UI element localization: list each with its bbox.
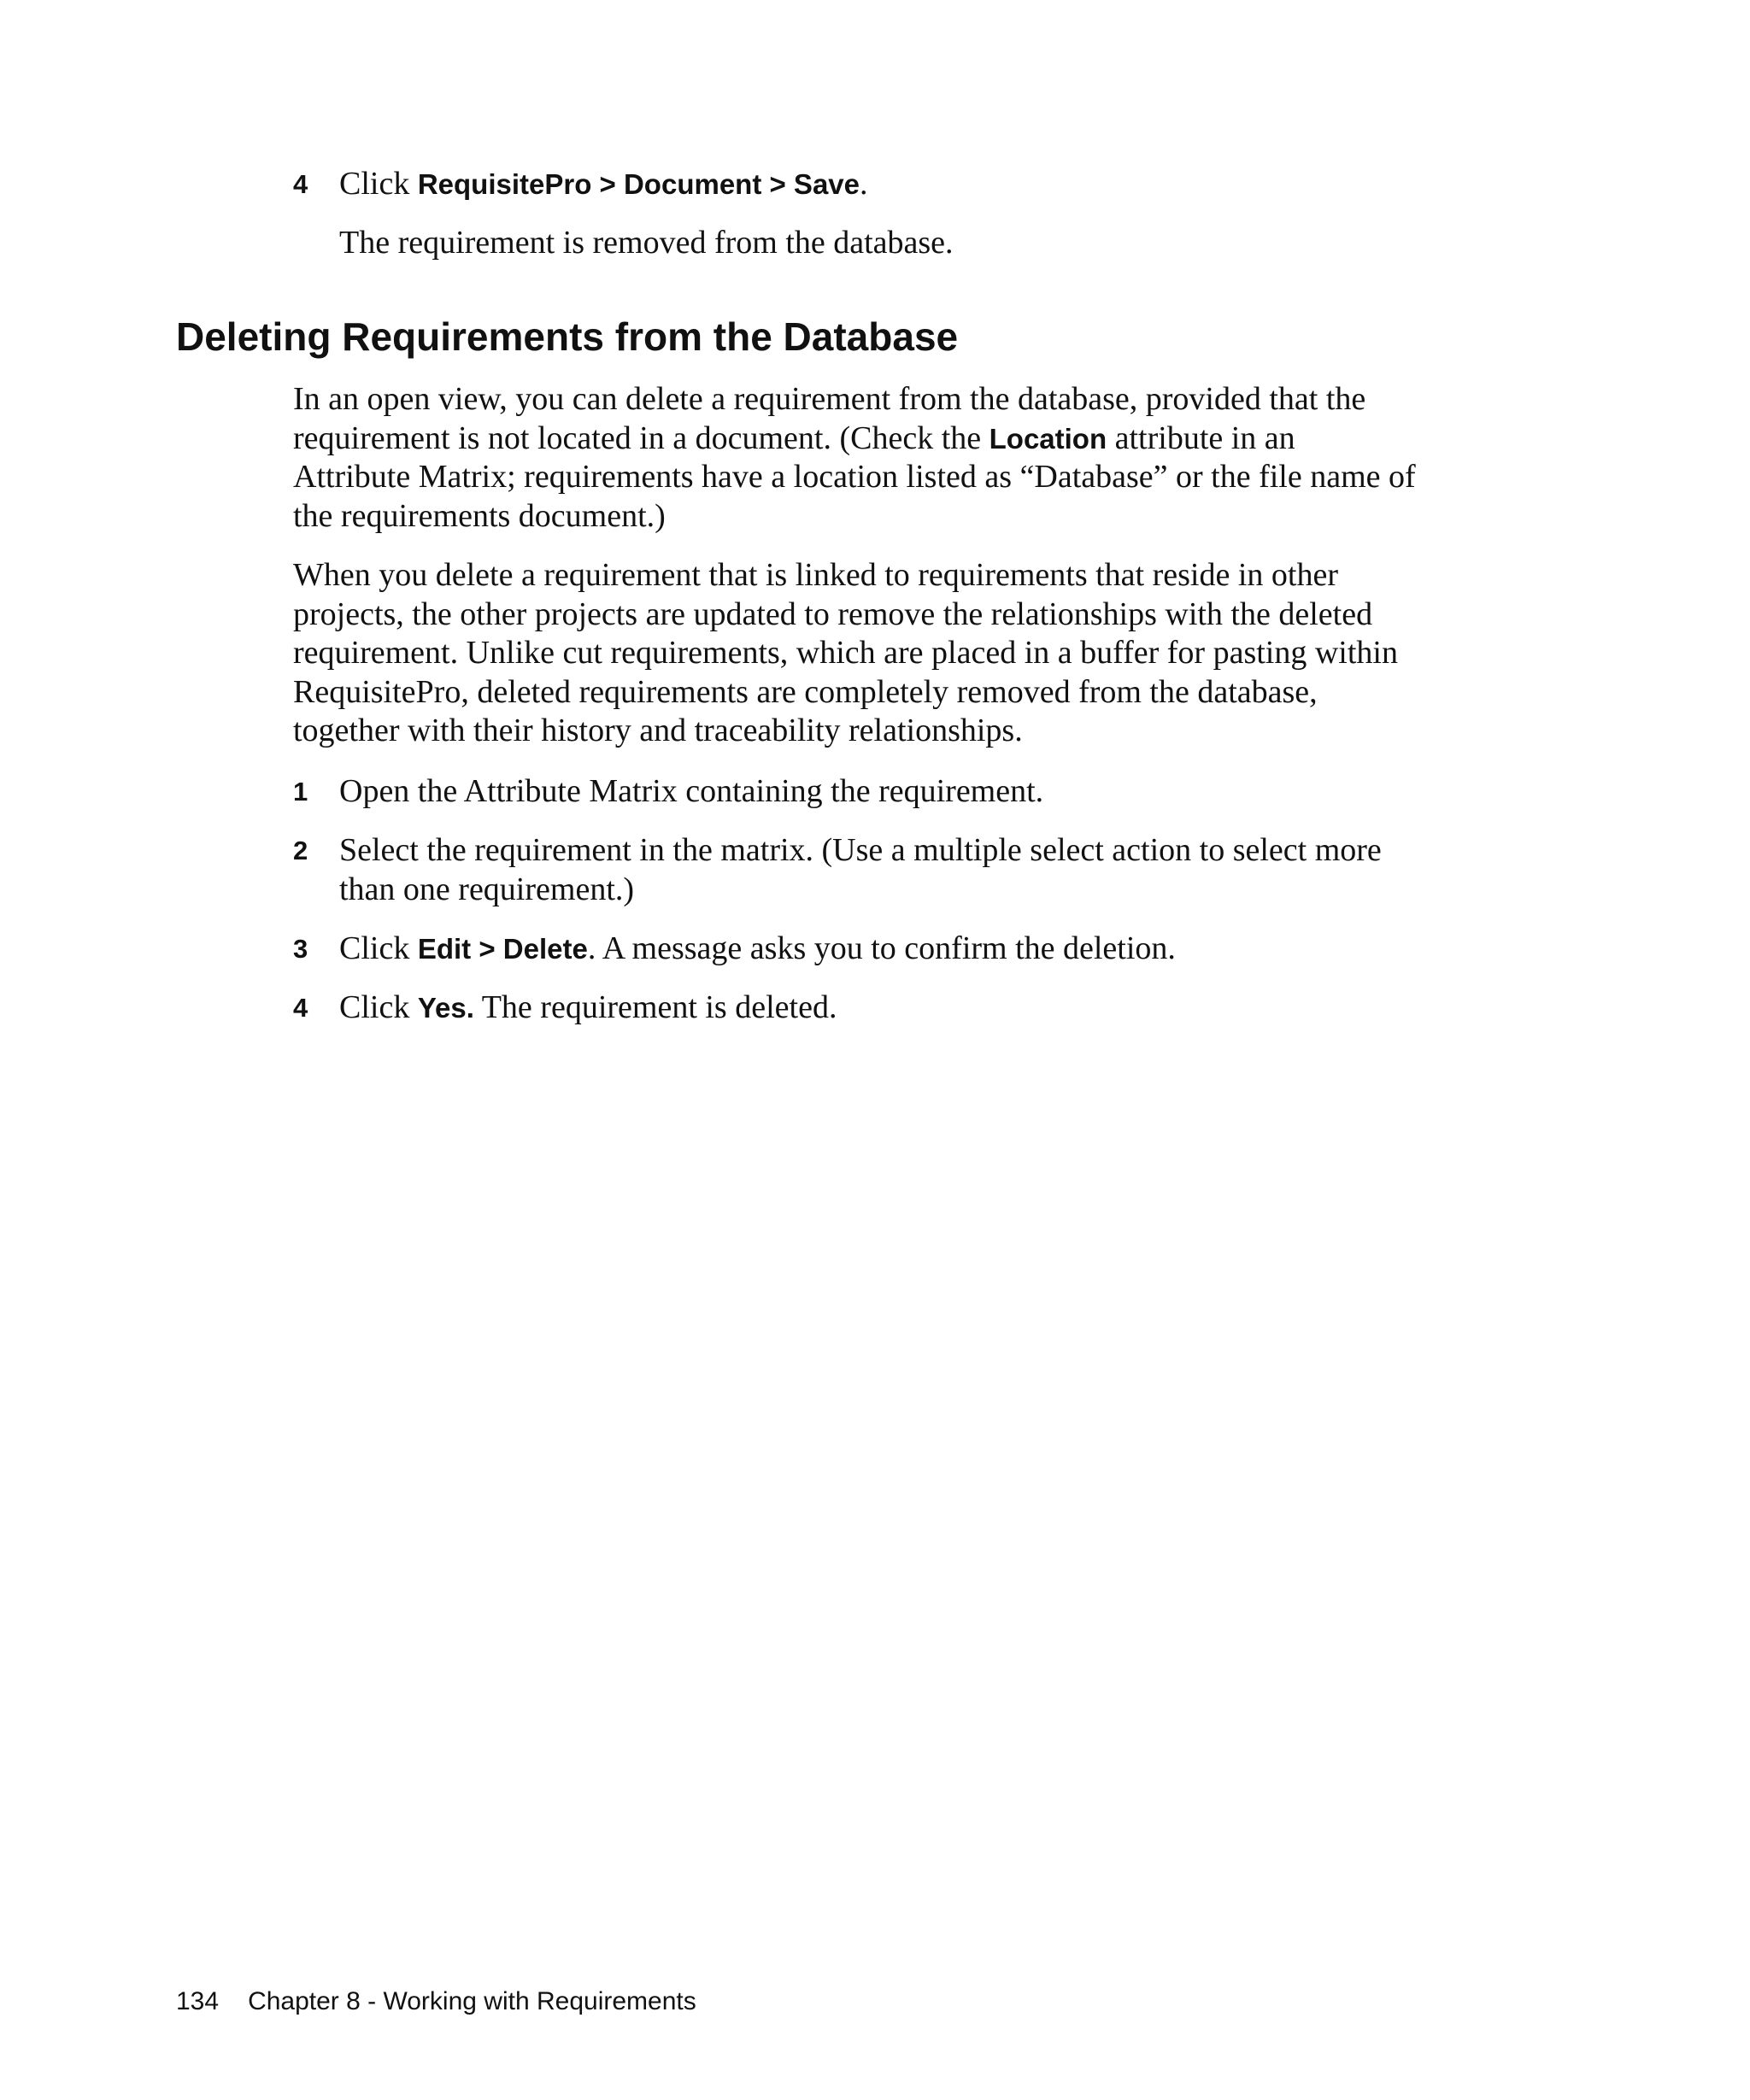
text-span: requirement is not located in a document. (Check the — [293, 419, 990, 456]
text-span: Click — [339, 989, 418, 1025]
step-number: 4 — [293, 169, 308, 199]
step-result: The requirement is removed from the database. — [339, 225, 954, 261]
text-span: Click — [339, 930, 418, 966]
paragraph-2 — [293, 556, 1541, 751]
paragraph-1-line: In an open view, you can delete a requirement from the database, provided that the — [293, 381, 1366, 417]
step-text-line: Select the requirement in the matrix. (Use a multiple select action to select more — [339, 832, 1382, 868]
menu-path-save: RequisitePro > Document > Save — [417, 168, 860, 200]
paragraph-1-line: the requirements document.) — [293, 497, 666, 534]
step-number: 3 — [293, 934, 308, 964]
step-number: 1 — [293, 777, 308, 807]
step-text — [339, 831, 1532, 909]
text-span: attribute in an — [1107, 419, 1295, 456]
step-1 — [293, 772, 1532, 812]
step-click-text: Click — [339, 166, 410, 202]
chapter-title: Chapter 8 - Working with Requirements — [248, 1987, 696, 2015]
paragraph-2-line: projects, the other projects are updated to remove the relationships with the deleted — [293, 595, 1373, 632]
text-span: . A message asks you to confirm the deletion. — [587, 930, 1176, 966]
paragraph-2-line: together with their history and traceability relationships. — [293, 713, 1023, 748]
location-attribute: Location — [989, 422, 1107, 455]
step-3 — [293, 930, 1532, 969]
step-2 — [293, 831, 1532, 909]
paragraph-2-line: requirement. Unlike cut requirements, which are placed in a buffer for pasting within — [293, 635, 1398, 671]
page-number: 134 — [176, 1987, 220, 2015]
paragraph-1-line: Attribute Matrix; requirements have a location listed as “Database” or the file name of — [293, 459, 1416, 495]
paragraph-1-line — [293, 419, 1541, 459]
text-span: The requirement is deleted. — [473, 989, 837, 1025]
step-number: 4 — [293, 993, 308, 1023]
paragraph-1 — [293, 380, 1541, 536]
step-text — [339, 988, 1532, 1028]
menu-path-delete: Edit > Delete — [417, 933, 588, 965]
step-text-line: than one requirement.) — [339, 871, 635, 907]
page-footer — [176, 1986, 696, 2017]
top-step-4 — [293, 165, 1532, 204]
yes-command: Yes. — [417, 992, 474, 1024]
step-text — [339, 930, 1532, 969]
paragraph-2-line: When you delete a requirement that is linked to requirements that reside in other — [293, 557, 1338, 593]
step-period: . — [860, 166, 868, 202]
paragraph-2-line: RequisitePro, deleted requirements are completely removed from the database, — [293, 673, 1318, 710]
step-text: Open the Attribute Matrix containing the requirement. — [339, 773, 1044, 809]
section-heading: Deleting Requirements from the Database — [176, 314, 959, 359]
step-4 — [293, 988, 1532, 1028]
step-number: 2 — [293, 836, 308, 865]
